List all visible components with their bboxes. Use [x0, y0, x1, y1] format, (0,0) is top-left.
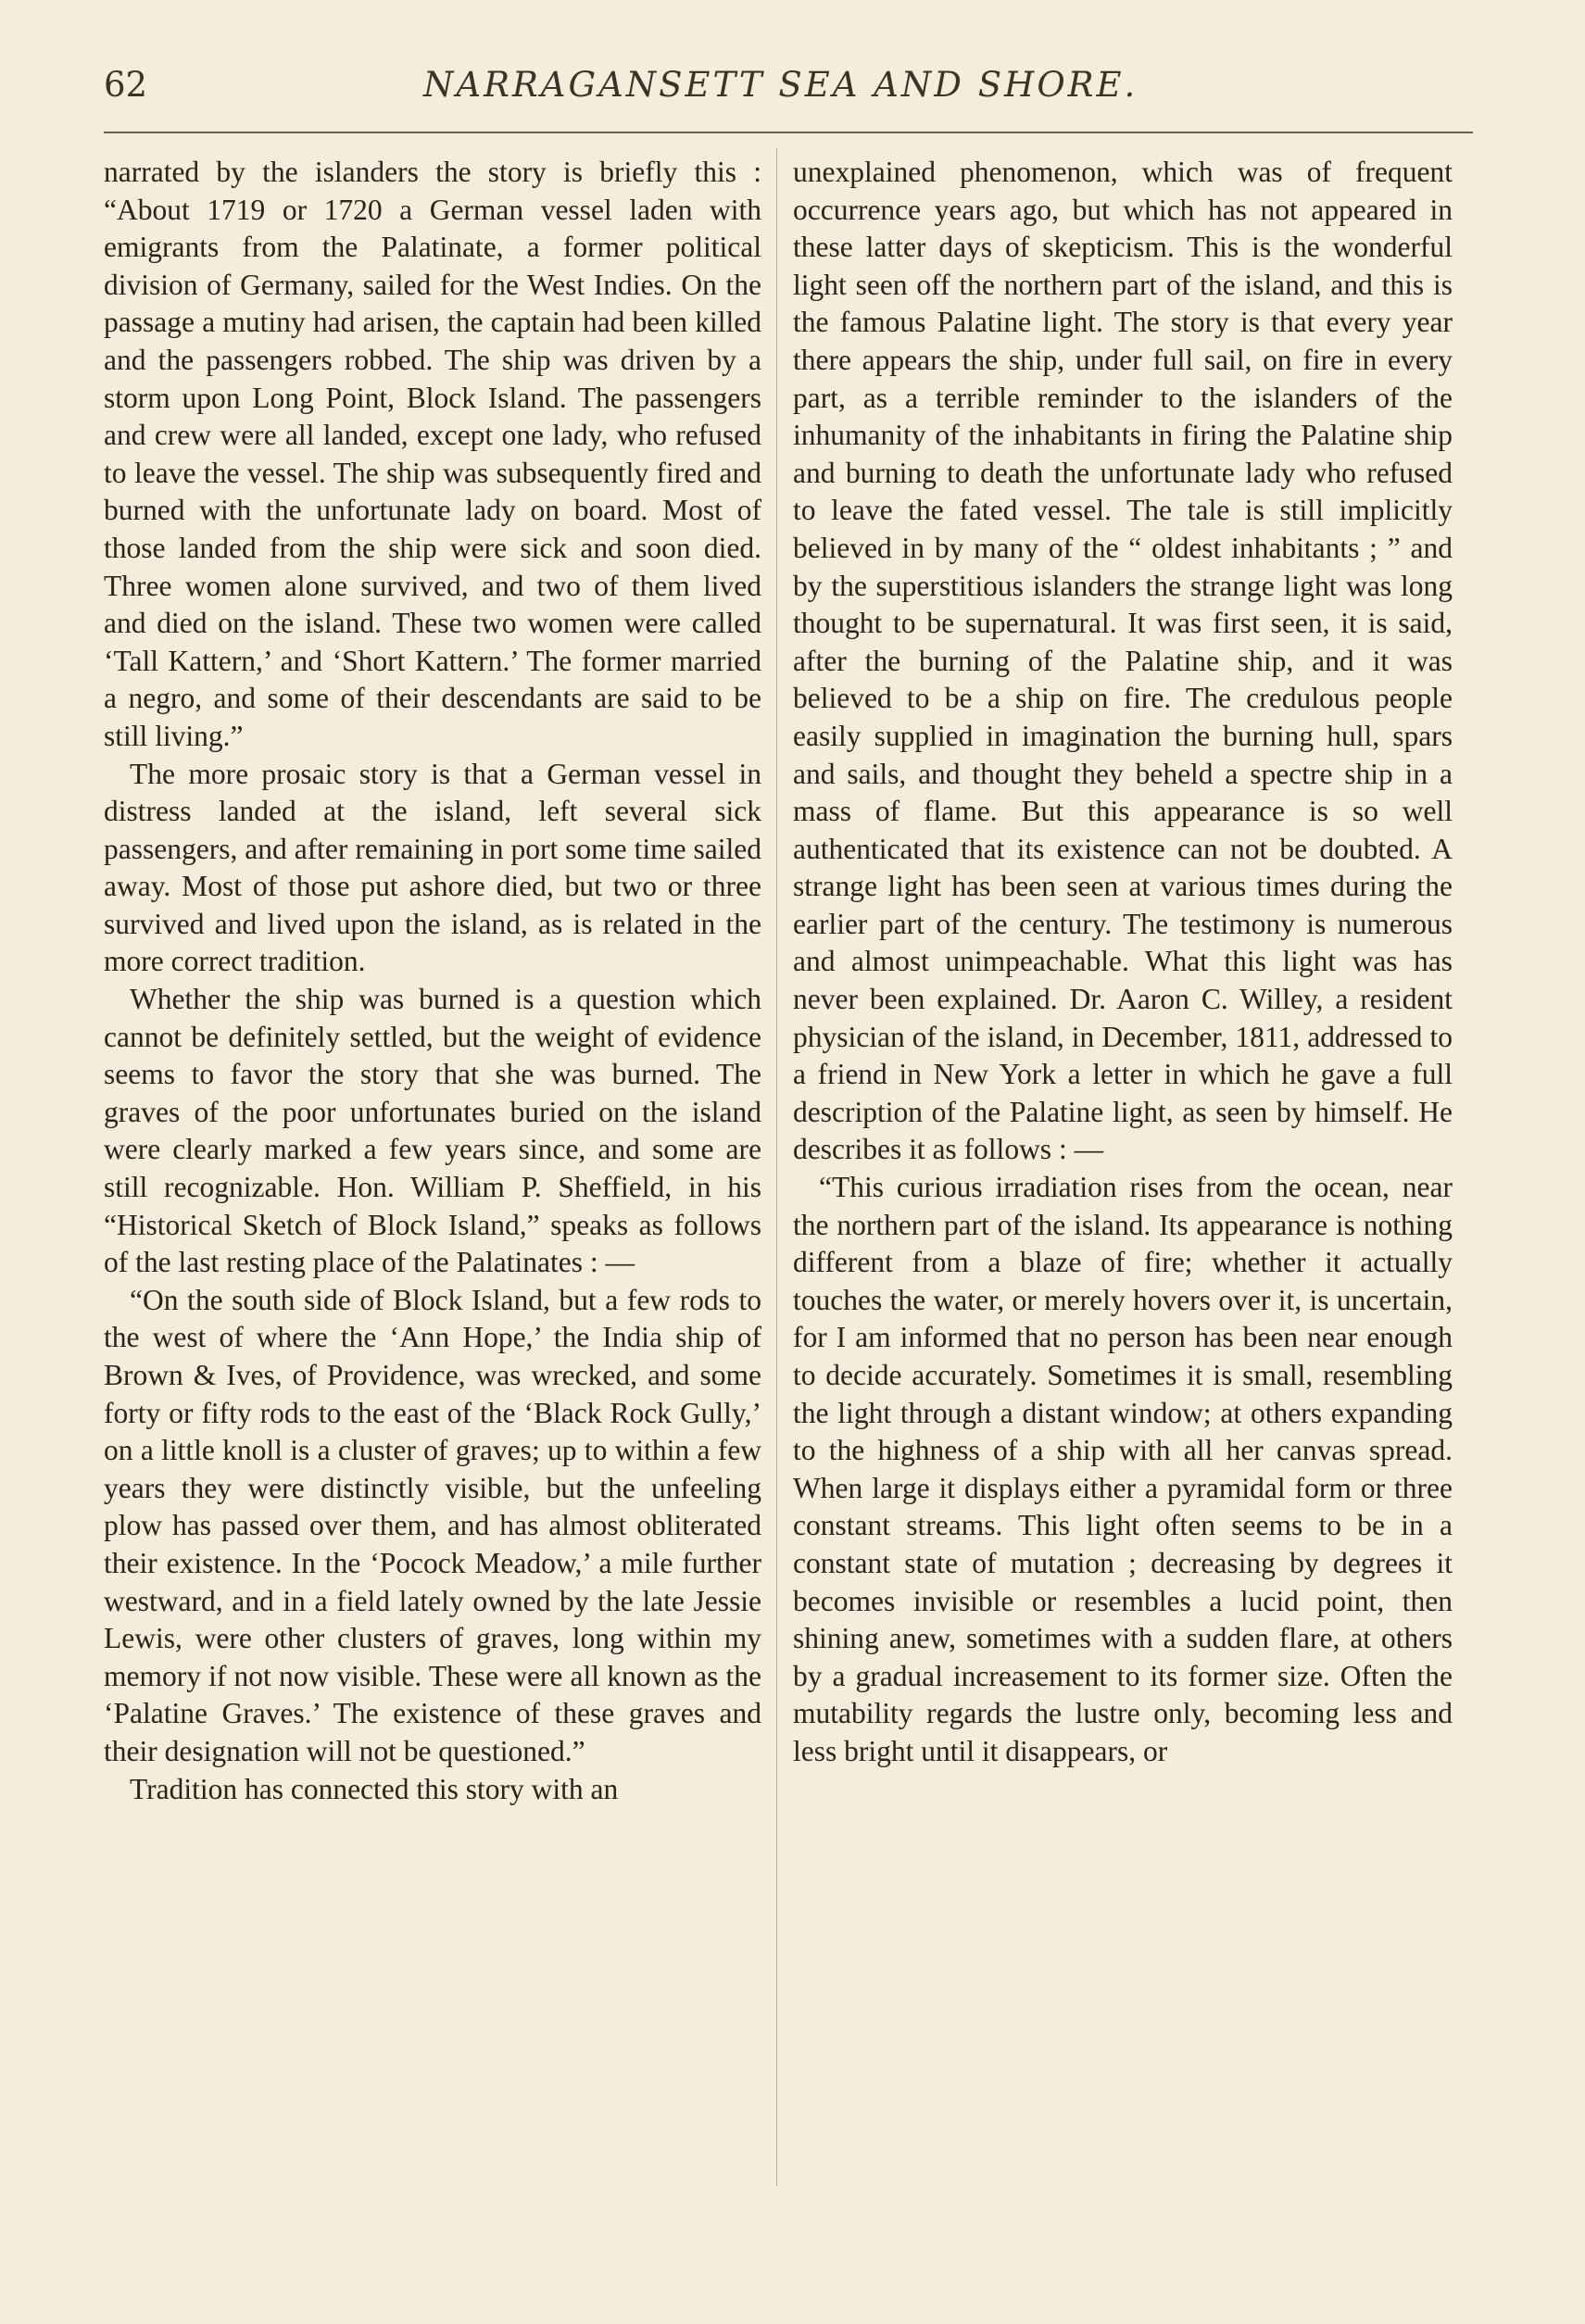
- journal-title: NARRAGANSETT SEA AND SHORE.: [423, 65, 1138, 105]
- right-column: [793, 154, 1453, 1771]
- header-rule: [104, 132, 1473, 133]
- column-divider: [776, 148, 777, 2186]
- page-number: 62: [104, 65, 148, 105]
- paragraph-willey-quote: “This curious irradiation rises from the ocean, near the northern part of the island. Its appearance is nothing different from a blaze of fire; whether it actually touches the water, or merely hovers over it, is uncertain, for I am informed that no person has been near enough to decide accurately. Sometimes it is small, resembling the light through a distant window; at others expanding to the highness of a ship with all her canvas spread. When large it displays either a pyramidal form or three constant streams. This light often seems to be in a constant state of mutation ; decreasing by degrees it becomes invisible or resembles a lucid point, then shining anew, sometimes with a sudden flare, at others by a gradual increasement to its former size. Often the mutability regards the lustre only, becoming less and less bright until it disappears, or: [793, 1171, 1453, 1767]
- paragraph-palatine-legend: narrated by the islanders the story is briefly this : “About 1719 or 1720 a German vessel laden with emigrants from the Palatinate, a former political division of Germany, sailed for the West Indies. On the passage a mutiny had arisen, the captain had been killed and the passengers robbed. The ship was driven by a storm upon Long Point, Block Island. The passengers and crew were all landed, except one lady, who refused to leave the vessel. The ship was subsequently fired and burned with the unfortunate lady on board. Most of those landed from the ship were sick and soon died. Three women alone survived, and two of them lived and died on the island. These two women were called ‘Tall Kattern,’ and ‘Short Kattern.’ The former married a negro, and some of their descendants are said to be still living.”: [104, 156, 761, 752]
- paragraph-burning-question: Whether the ship was burned is a question which cannot be definitely settled, but the weight of evidence seems to favor the story that she was burned. The graves of the poor unfortunates buried on the island were clearly marked a few years since, and some are still recognizable. Hon. William P. Sheffield, in his “Historical Sketch of Block Island,” speaks as follows of the last resting place of the Palatinates : —: [104, 983, 761, 1279]
- paragraph-prosaic-story: The more prosaic story is that a German vessel in distress landed at the island, left several sick passengers, and after remaining in port some time sailed away. Most of those put ashore died, but two or three survived and lived upon the island, as is related in the more correct tradition.: [104, 757, 761, 978]
- running-head: [104, 61, 1473, 113]
- left-column: [104, 154, 761, 1808]
- paragraph-palatine-light: unexplained phenomenon, which was of frequent occurrence years ago, but which has not appeared in these latter days of skepticism. This is the wonderful light seen off the northern part of the island, and this is the famous Palatine light. The story is that every year there appears the ship, under full sail, on fire in every part, as a terrible reminder to the islanders of the inhumanity of the inhabitants in firing the Palatine ship and burning to death the unfortunate lady who refused to leave the fated vessel. The tale is still implicitly believed in by many of the “ oldest inhabitants ; ” and by the superstitious islanders the strange light was long thought to be supernatural. It was first seen, it is said, after the burning of the Palatine ship, and it was believed to be a ship on fire. The credulous people easily supplied in imagination the burning hull, spars and sails, and thought they beheld a spectre ship in a mass of flame. But this appearance is so well authenticated that its existence can not be doubted. A strange light has been seen at various times during the earlier part of the century. The testimony is numerous and almost unimpeachable. What this light was has never been explained. Dr. Aaron C. Willey, a resident physician of the island, in December, 1811, addressed to a friend in New York a letter in which he gave a full description of the Palatine light, as seen by himself. He describes it as follows : —: [793, 156, 1453, 1166]
- paragraph-sheffield-quote: “On the south side of Block Island, but a few rods to the west of where the ‘Ann Hope,’ the India ship of Brown & Ives, of Providence, was wrecked, and some forty or fifty rods to the east of the ‘Black Rock Gully,’ on a little knoll is a cluster of graves; up to within a few years they were distinctly visible, but the unfeeling plow has passed over them, and has almost obliterated their existence. In the ‘Pocock Meadow,’ a mile further westward, and in a field lately owned by the late Jessie Lewis, were other clusters of graves, long within my memory if not now visible. These were all known as the ‘Palatine Graves.’ The existence of these graves and their designation will not be questioned.”: [104, 1283, 761, 1767]
- paragraph-tradition: Tradition has connected this story with an: [130, 1772, 619, 1805]
